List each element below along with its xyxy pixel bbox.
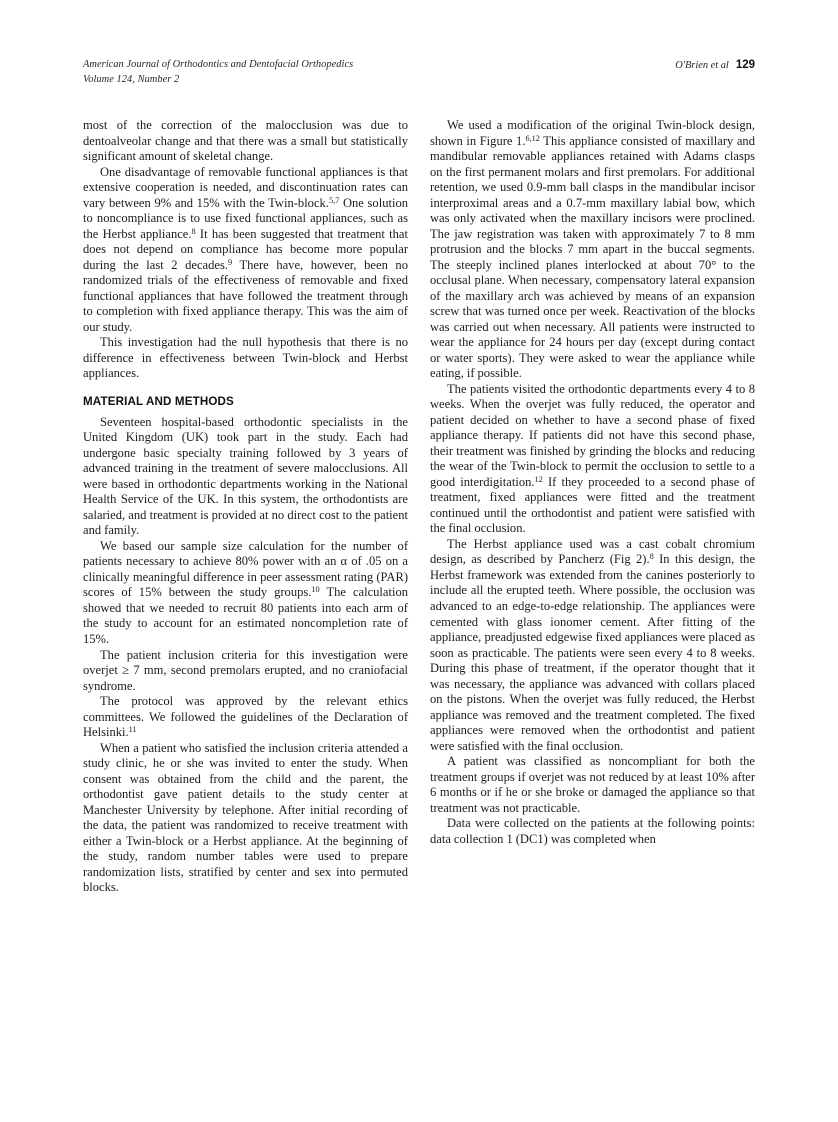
body-columns	[83, 118, 755, 1048]
reference-superscript: 10	[311, 585, 320, 595]
left-paragraphs-before-heading	[83, 118, 408, 382]
paragraph: This investigation had the null hypothesis that there is no difference in effectiveness between Twin-block and Herbst appliances.	[83, 335, 408, 381]
reference-superscript: 11	[128, 725, 137, 735]
paragraph: The patient inclusion criteria for this investigation were overjet ≥ 7 mm, second premolars erupted, and no craniofacial syndrome.	[83, 647, 408, 693]
paragraph: The patients visited the orthodontic departments every 4 to 8 weeks. When the overjet was fully reduced, the operator and patient decided on whether to have a second phase of fixed appliance therapy. If patients did not have this second phase, their treatment was finished by grinding the blocks and reducing the wear of the Twin-block to permit the occlusion to settle to a good interdigitation.$^{12}$ If they proceeded to a second phase of treatment, fixed appliances were fitted and the treatment continued until the orthodontist and patient were satisfied with the final occlusion.	[430, 381, 755, 536]
paragraph: One disadvantage of removable functional appliances is that extensive cooperation is needed, and discontinuation rates can vary between 9% and 15% with the Twin-block.$^{5,7}$ One solution to noncompliance is to use fixed functional appliances, such as the Herbst appliance.$^8$ It has been suggested that treatment that does not depend on compliance has become more popular during the last 2 decades.$^9$ There have, however, been no randomized trials of the effectiveness of removable and fixed functional appliances that have followed the treatment through to completion with fixed appliance therapy. This was the aim of our study.	[83, 164, 408, 334]
section-heading-material-and-methods: MATERIAL AND METHODS	[83, 394, 234, 408]
column-right	[430, 118, 755, 1048]
reference-superscript: 8	[649, 552, 654, 562]
right-paragraphs	[430, 118, 755, 847]
reference-superscript: 9	[227, 257, 233, 267]
reference-superscript: 6,12	[525, 133, 540, 143]
reference-superscript: 12	[534, 475, 543, 485]
running-head-authors: O'Brien et al	[675, 60, 729, 71]
paragraph: We used a modification of the original Twin-block design, shown in Figure 1.$^{6,12}$ This appliance consisted of maxillary and mandibular removable appliances retained with Adams clasps on the first permanent molars and first premolars. For additional retention, we used 0.9-mm ball clasps in the mandibular incisor interproximal areas and a 0.7-mm maxillary labial bow, which was only activated when the maxillary incisors were proclined. The jaw registration was taken with approximately 7 to 8 mm protrusion and the blocks 7 mm apart in the buccal segments. The steeply inclined planes interlocked at about 70° to the occlusal plane. When necessary, compensatory lateral expansion of the maxillary arch was achieved by means of an expansion screw that was turned once per week. Reactivation of the blocks was carried out when necessary. All patients were instructed to wear the appliance for 24 hours per day (except during contact or water sports). They were asked to wear the appliance while eating, if possible.	[430, 118, 755, 381]
paragraph: The protocol was approved by the relevant ethics committees. We followed the guidelines of the Declaration of Helsinki.$^{11}$	[83, 694, 408, 740]
running-head	[83, 58, 755, 88]
paragraph: Data were collected on the patients at the following points: data collection 1 (DC1) was completed when	[430, 816, 755, 846]
paragraph: When a patient who satisfied the inclusion criteria attended a study clinic, he or she was invited to enter the study. When consent was obtained from the child and the parent, the orthodontist gave patient details to the study center at Manchester University by telephone. After initial recording of the data, the patient was randomized to receive treatment with either a Twin-block or a Herbst appliance. At the beginning of the study, random number tables were used to prepare randomization lists, stratified by center and sex into permuted blocks.	[83, 740, 408, 895]
running-head-journal	[83, 58, 353, 87]
paragraph: most of the correction of the malocclusion was due to dentoalveolar change and that there was a small but statistically significant amount of skeletal change.	[83, 118, 408, 164]
column-left	[83, 118, 408, 1048]
paragraph: We based our sample size calculation for the number of patients necessary to achieve 80% power with an α of .05 on a clinically meaningful difference in peer assessment rating (PAR) scores of 15% between the study groups.$^{10}$ The calculation showed that we needed to recruit 80 patients into each arm of the study to account for an estimated noncompletion rate of 15%.	[83, 538, 408, 646]
page-number: 129	[735, 59, 755, 71]
paragraph: A patient was classified as noncompliant for both the treatment groups if overjet was not reduced by at least 10% after 6 months or if he or she broke or damaged the appliance so that treatment was not practicable.	[430, 754, 755, 815]
reference-superscript: 8	[191, 226, 196, 236]
left-paragraphs-after-heading	[83, 415, 408, 896]
paragraph: Seventeen hospital-based orthodontic specialists in the United Kingdom (UK) took part in the study. Each had undergone basic specialty training followed by 3 years of advanced training in the treatment of severe malocclusions. All were based in orthodontic departments working in the National Health Service of the UK. In this system, the orthodontists are salaried, and treatment is provided at no direct cost to the patient and family.	[83, 414, 408, 538]
running-head-volume: Volume 124, Number 2	[83, 73, 180, 85]
running-head-right	[675, 58, 755, 74]
reference-superscript: 5,7	[328, 195, 340, 205]
paragraph: The Herbst appliance used was a cast cobalt chromium design, as described by Pancherz (Fig 2).$^8$ In this design, the Herbst framework was extended from the canines posteriorly to include all the erupted teeth. Where possible, the occlusion was advanced to an edge-to-edge relationship. The appliances were cemented with glass ionomer cement. After fitting of the appliance, preadjusted edgewise fixed appliances were placed as soon as practicable. The patients were seen every 4 to 8 weeks. During this phase of treatment, if the operator thought that it was necessary, the appliance was advanced with collars placed on the pistons. When the overjet was fully reduced, the Herbst appliance was removed and the treatment completed. The fixed appliances were removed when the orthodontist and patient were satisfied with the final occlusion.	[430, 536, 756, 753]
running-head-journal-title: American Journal of Orthodontics and Dentofacial Orthopedics	[83, 59, 354, 70]
